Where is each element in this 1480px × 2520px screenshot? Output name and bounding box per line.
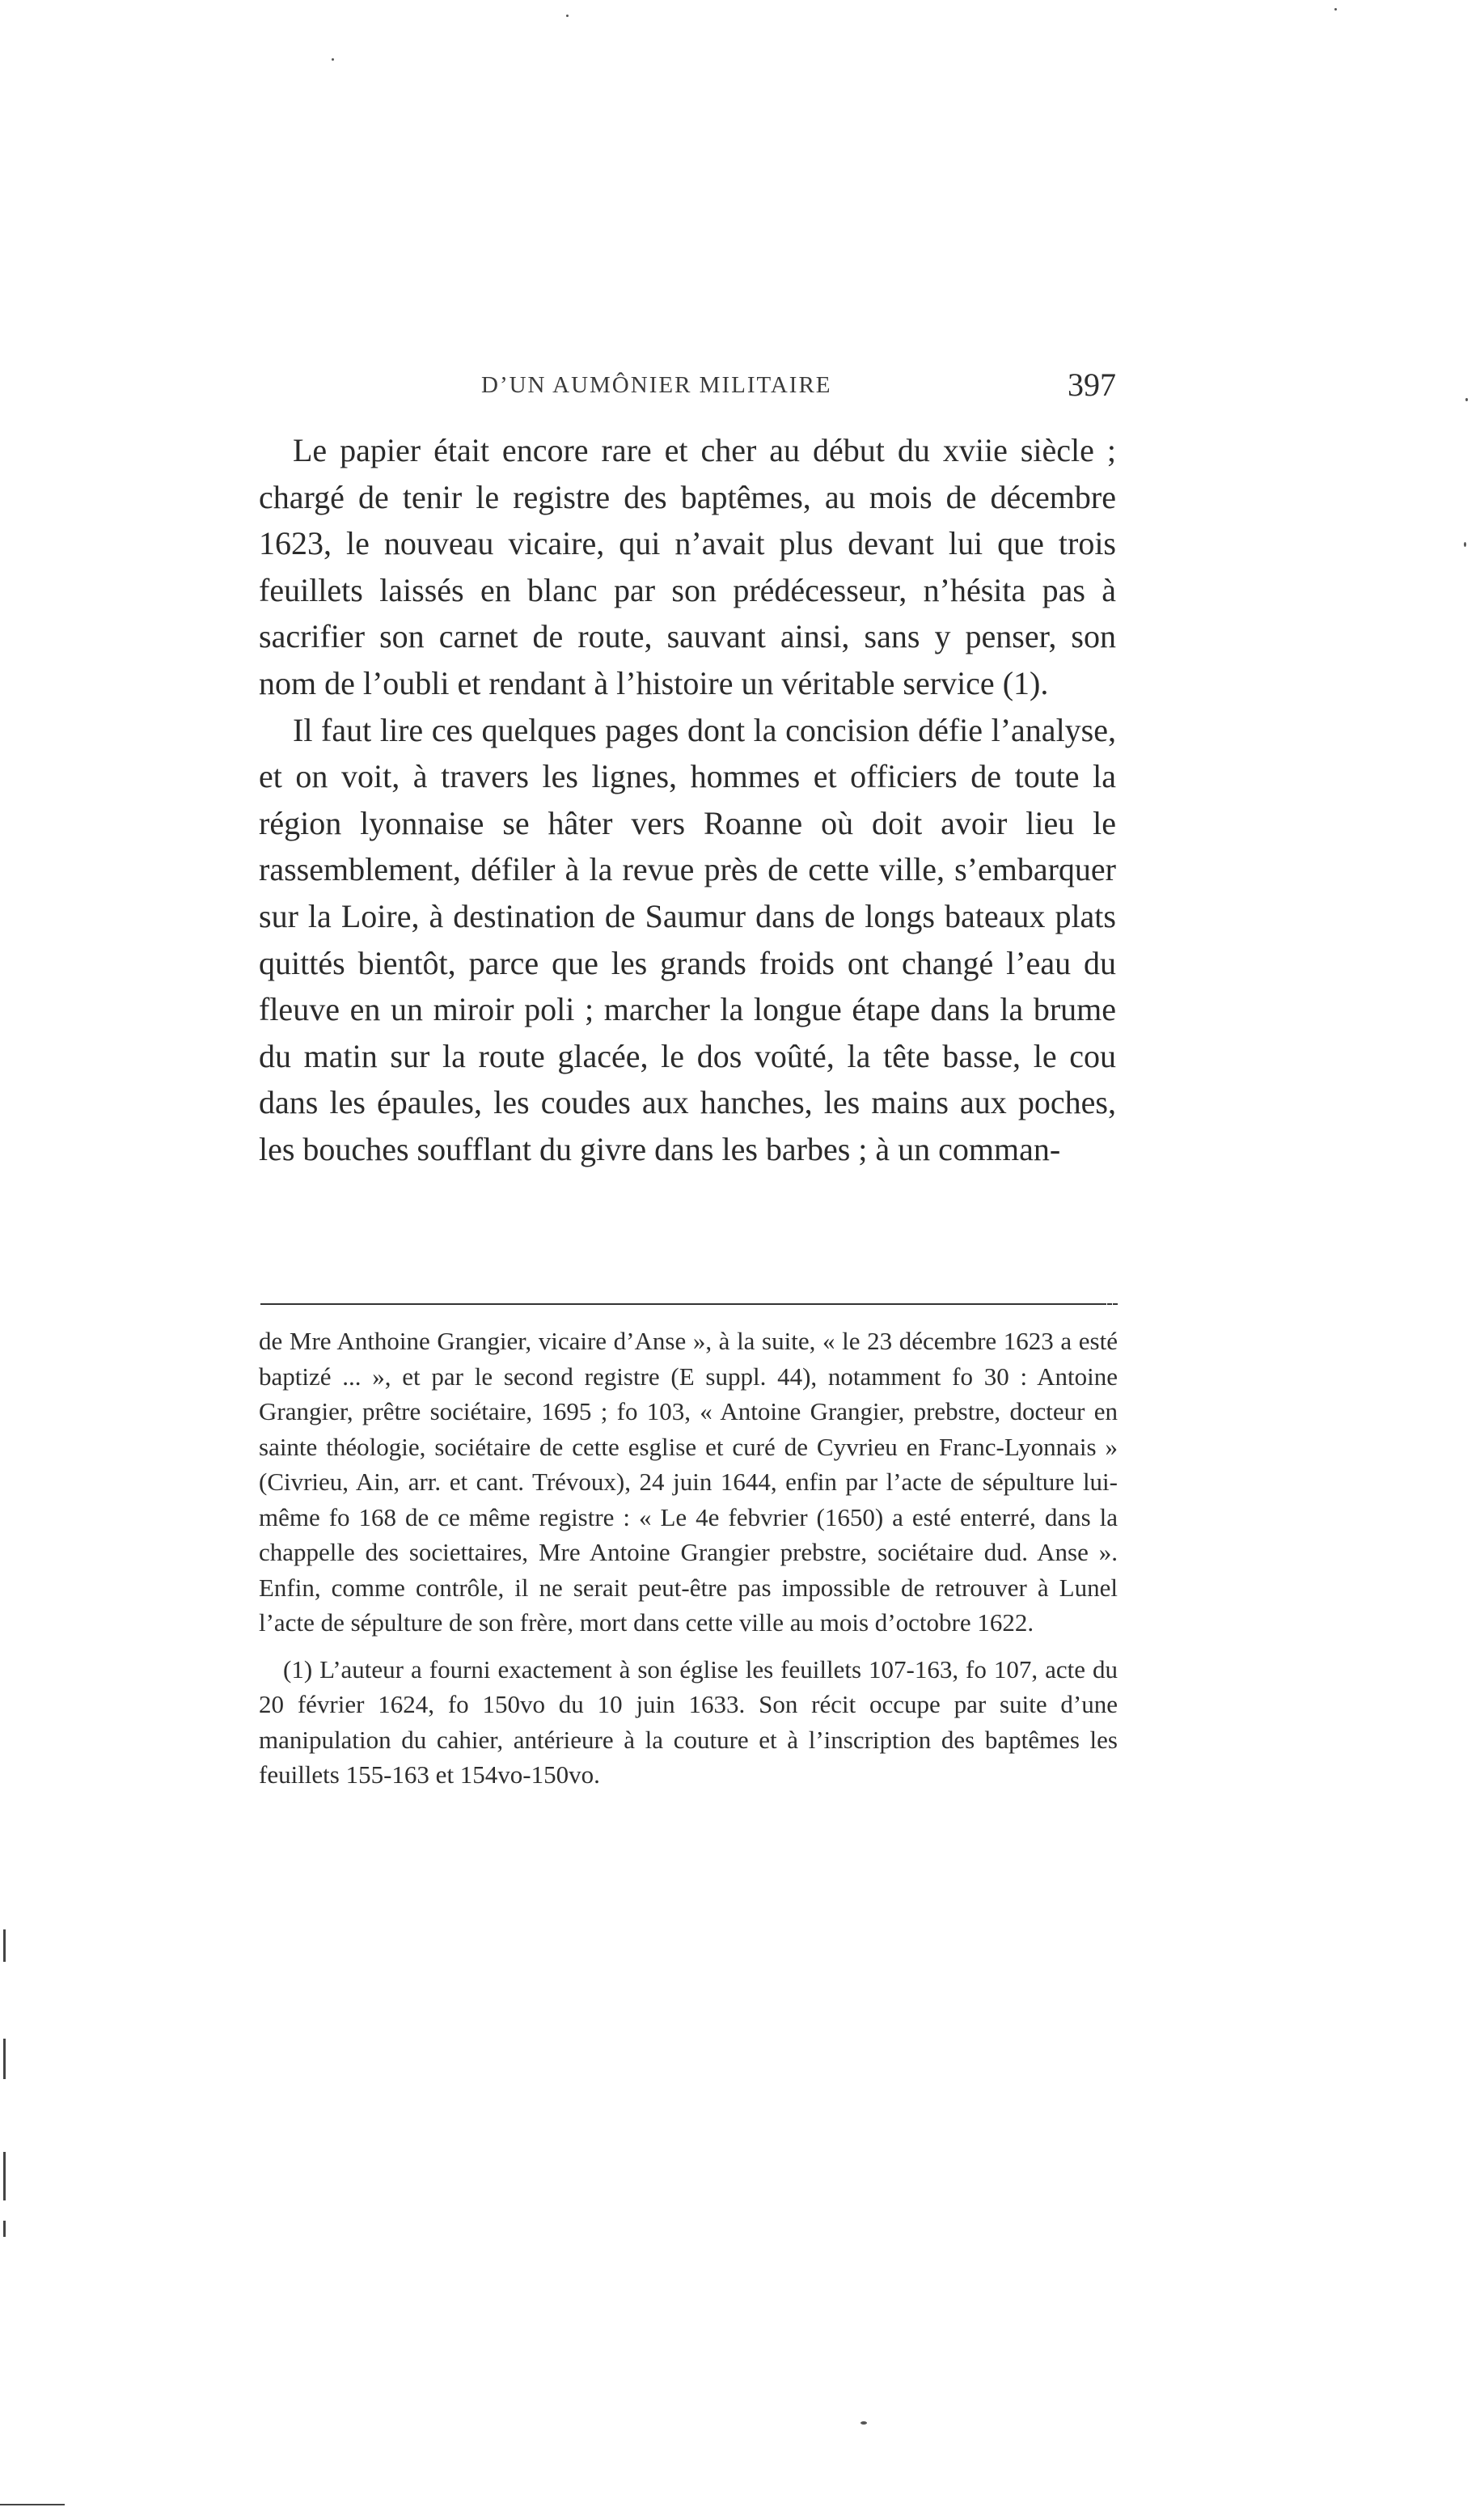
paragraph-1: Le papier était encore rare et cher au début du xviie siècle ; chargé de tenir le registre des baptêmes, au mois de décembre 1623, le nouveau vicaire, qui n’avait plus devant lui que trois feuillets laissés en blanc par son prédécesseur, n’hésita pas à sacrifier son carnet de route, sauvant ainsi, sans y penser, son nom de l’oubli et rendant à l’histoire un véritable service (1).: [259, 432, 1116, 701]
scan-speck: [1464, 542, 1466, 547]
paragraph-2: Il faut lire ces quelques pages dont la concision défie l’analyse, et on voit, à travers les lignes, hommes et officiers de toute la région lyonnaise se hâter vers Roanne où doit avoir lieu le rassemblement, défiler à la revue près de cette ville, s’embarquer sur la Loire, à destination de Saumur dans de longs bateaux plats quittés bientôt, parce que les grands froids ont changé l’eau du fleuve en un miroir poli ; marcher la longue étape dans la brume du matin sur la route glacée, le dos voûté, la tête basse, le cou dans les épaules, les coudes aux hanches, les mains aux poches, les bouches soufflant du givre dans les barbes ; à un comman-: [259, 711, 1116, 1167]
scan-edge-mark: [3, 2039, 6, 2079]
page-number: 397: [1068, 366, 1116, 403]
scan-edge-mark: [3, 1929, 6, 1962]
footnote-1: (1) L’auteur a fourni exactement à son église les feuillets 107-163, fo 107, acte du 20 février 1624, fo 150vo du 10 juin 1633. Son récit occupe par suite d’une manipulation du cahier, antérieure à la couture et à l’inscription des baptêmes les feuillets 155-163 et 154vo-150vo.: [259, 1654, 1118, 1789]
scan-speck: [332, 58, 334, 61]
scan-edge-mark: [0, 2504, 65, 2505]
footnote-separator-tail: [1102, 1303, 1118, 1305]
main-text: [259, 427, 1116, 1173]
scan-edge-mark: [3, 2221, 6, 2237]
scan-speck: [1465, 398, 1468, 401]
running-title: D’UN AUMÔNIER MILITAIRE: [481, 372, 832, 398]
scan-speck: [566, 15, 569, 17]
footnote-continuation: de Mre Anthoine Grangier, vicaire d’Anse », à la suite, « le 23 décembre 1623 a esté baptizé ... », et par le second registre (E suppl. 44), notamment fo 30 : Antoine Grangier, prêtre sociétaire, 1695 ; fo 103, « Antoine Grangier, prebstre, docteur en sainte théologie, sociétaire de cette esglise et curé de Cyvrieu en Franc-Lyonnais » (Civrieu, Ain, arr. et cant. Trévoux), 24 juin 1644, enfin par l’acte de sépulture lui-même fo 168 de ce même registre : « Le 4e febvrier (1650) a esté enterré, dans la chappelle des societtaires, Mre Antoine Grangier prebstre, sociétaire dud. Anse ». Enfin, comme contrôle, il ne serait peut-être pas impossible de retrouver à Lunel l’acte de sépulture de son frère, mort dans cette ville au mois d’octobre 1622.: [259, 1327, 1118, 1637]
scan-speck: [861, 2421, 867, 2425]
footnotes: [259, 1324, 1118, 1793]
scan-speck: [1334, 8, 1337, 11]
footnote-separator: [260, 1303, 1102, 1305]
scan-edge-mark: [3, 2152, 6, 2200]
running-head: [251, 366, 1116, 414]
